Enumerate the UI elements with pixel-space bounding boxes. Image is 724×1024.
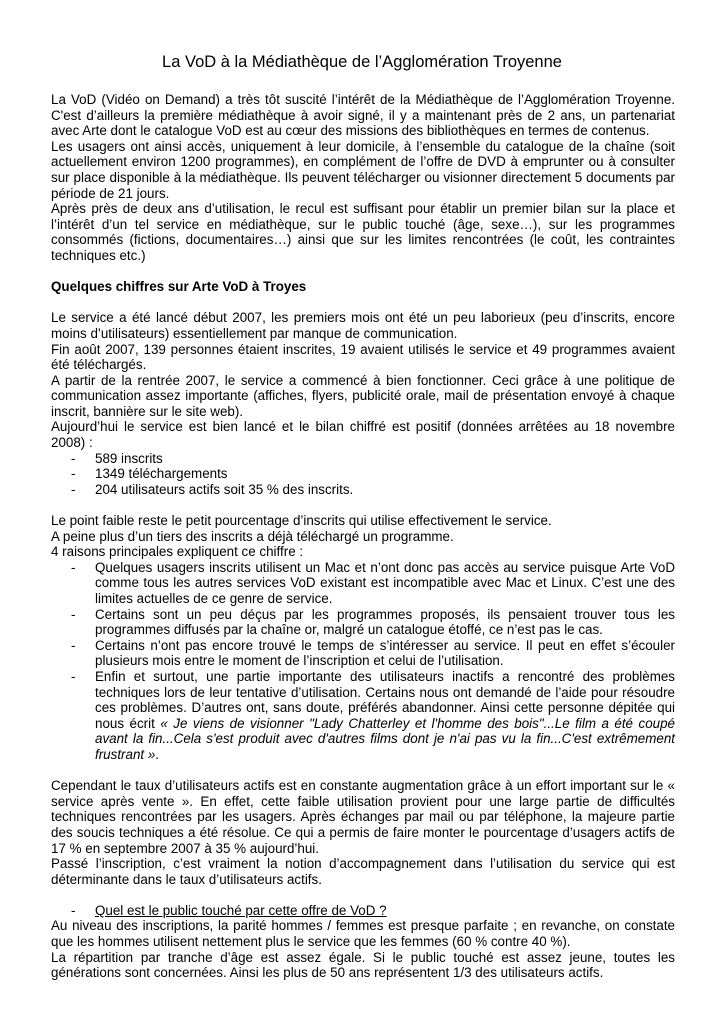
figures-paragraph: Le service a été lancé début 2007, les premiers mois ont été un peu laborieux (peu d’inscrits, encore moins d’utilisateurs) essentiellement par manque de communication.: [51, 310, 675, 341]
page-title: La VoD à la Médiathèque de l’Agglomération Troyenne: [162, 53, 562, 71]
weak-point-paragraph: A peine plus d’un tiers des inscrits a déjà téléchargé un programme.: [51, 528, 454, 544]
intro-paragraph: La VoD (Vidéo on Demand) a très tôt suscité l’intérêt de la Médiathèque de l’Agglomération Troyenne. C'est d’ailleurs la première médiathèque à avoir signé, il y a maintenant près de 2 ans, un partenariat avec Arte dont le catalogue VoD est au cœur des missions des bibliothèques en termes de contenus.: [51, 92, 675, 139]
stats-list: [51, 451, 675, 498]
list-item: - 589 inscrits: [51, 451, 675, 467]
reason-text: Enfin et surtout, une partie importante des utilisateurs inactifs a rencontré des problèmes techniques lors de leur tentative d’utilisation. Certains nous ont demandé de l’aide pour résoudre ces problèmes. D’autres ont, sans doute, préférés abandonner. Ainsi cette personne dépitée qui nous écrit: [95, 668, 675, 731]
intro-paragraph: Les usagers ont ainsi accès, uniquement à leur domicile, à l’ensemble du catalogue de la chaîne (soit actuellement environ 1200 programmes), en complément de l’offre de DVD à emprunter ou à consulter sur place disponible à la médiathèque. Ils peuvent télécharger ou visionner directement 5 documents par période de 21 jours.: [51, 138, 675, 201]
figures-paragraph: Fin août 2007, 139 personnes étaient inscrites, 19 avaient utilisés le service et 49 programmes avaient été téléchargés.: [51, 341, 675, 373]
reasons-list: [51, 560, 675, 763]
conclusion-paragraph: Passé l’inscription, c’est vraiment la notion d’accompagnement dans l’utilisation du service qui est déterminante dans le taux d’utilisateurs actifs.: [51, 856, 675, 887]
weak-point-paragraph: 4 raisons principales expliquent ce chiffre :: [51, 544, 304, 560]
question-heading: [51, 903, 675, 919]
intro-paragraph: Après près de deux ans d’utilisation, le recul est suffisant pour établir un premier bilan sur la place et l’intérêt d’un tel service en médiathèque, sur le public touché (âge, sexe…), sur les programmes consommés (fictions, documentaires…) ainsi que sur les limites rencontrées (le coût, les contraintes techniques etc.): [51, 201, 675, 263]
conclusion-paragraph: Cependant le taux d’utilisateurs actifs est en constante augmentation grâce à un effort important sur le « service après vente ». En effet, cette faible utilisation provient pour une large partie de difficultés techniques rencontrées par les usagers. Après échanges par mail ou par téléphone, la majeure partie des soucis techniques a été résolue. Ce qui a permis de faire monter le pourcentage d’usagers actifs de 17 % en septembre 2007 à 35 % aujourd’hui.: [51, 778, 675, 856]
document-body: [51, 92, 675, 981]
question-text: Quel est le public touché par cette offre de VoD ?: [95, 902, 387, 918]
figures-paragraph: A partir de la rentrée 2007, le service a commencé à bien fonctionner. Ceci grâce à une politique de communication assez importante (affiches, flyers, publicité orale, mail de présentation envoyé à chaque inscrit, bannière sur le site web).: [51, 372, 675, 419]
weak-point-paragraph: Le point faible reste le petit pourcentage d’inscrits qui utilise effectivement le service.: [51, 513, 552, 529]
list-item: - 1349 téléchargements: [51, 466, 675, 482]
list-item: - Certains n’ont pas encore trouvé le temps de s’intéresser au service. Il peut en effet s’écouler plusieurs mois entre le moment de l’inscription et celui de l’utilisation.: [51, 638, 675, 669]
public-paragraph: Au niveau des inscriptions, la parité hommes / femmes est presque parfaite ; en revanche, on constate que les hommes utilisent nettement plus le service que les femmes (60 % contre 40 %).: [51, 918, 675, 950]
public-paragraph: La répartition par tranche d’âge est assez égale. Si le public touché est assez jeune, toutes les générations sont concernées. Ainsi les plus de 50 ans représentent 1/3 des utilisateurs actifs.: [51, 949, 675, 981]
reason-end: .: [155, 746, 160, 762]
section-heading: Quelques chiffres sur Arte VoD à Troyes: [51, 279, 307, 295]
list-item: - Quelques usagers inscrits utilisent un Mac et n’ont donc pas accès au service puisque Arte VoD comme tous les autres services VoD existant est incompatible avec Mac et Linux. C’est une des limites actuelles de ce genre de service.: [51, 560, 675, 607]
list-item: - Certains sont un peu déçus par les programmes proposés, ils pensaient trouver tous les programmes diffusés par la chaîne or, malgré un catalogue étoffé, ce n’est pas le cas.: [51, 607, 675, 638]
list-item: [51, 669, 675, 763]
figures-paragraph: Aujourd’hui le service est bien lancé et le bilan chiffré est positif (données arrêtées au 18 novembre 2008) :: [51, 419, 675, 451]
user-quote: « Je viens de visionner "Lady Chatterley et l'homme des bois"...Le film a été coupé avant la fin...Cela s'est produit avec d'autres films dont je n'ai pas vu la fin...C'est extrêmement frustrant »: [95, 715, 675, 762]
list-item: - 204 utilisateurs actifs soit 35 % des inscrits.: [51, 482, 675, 498]
